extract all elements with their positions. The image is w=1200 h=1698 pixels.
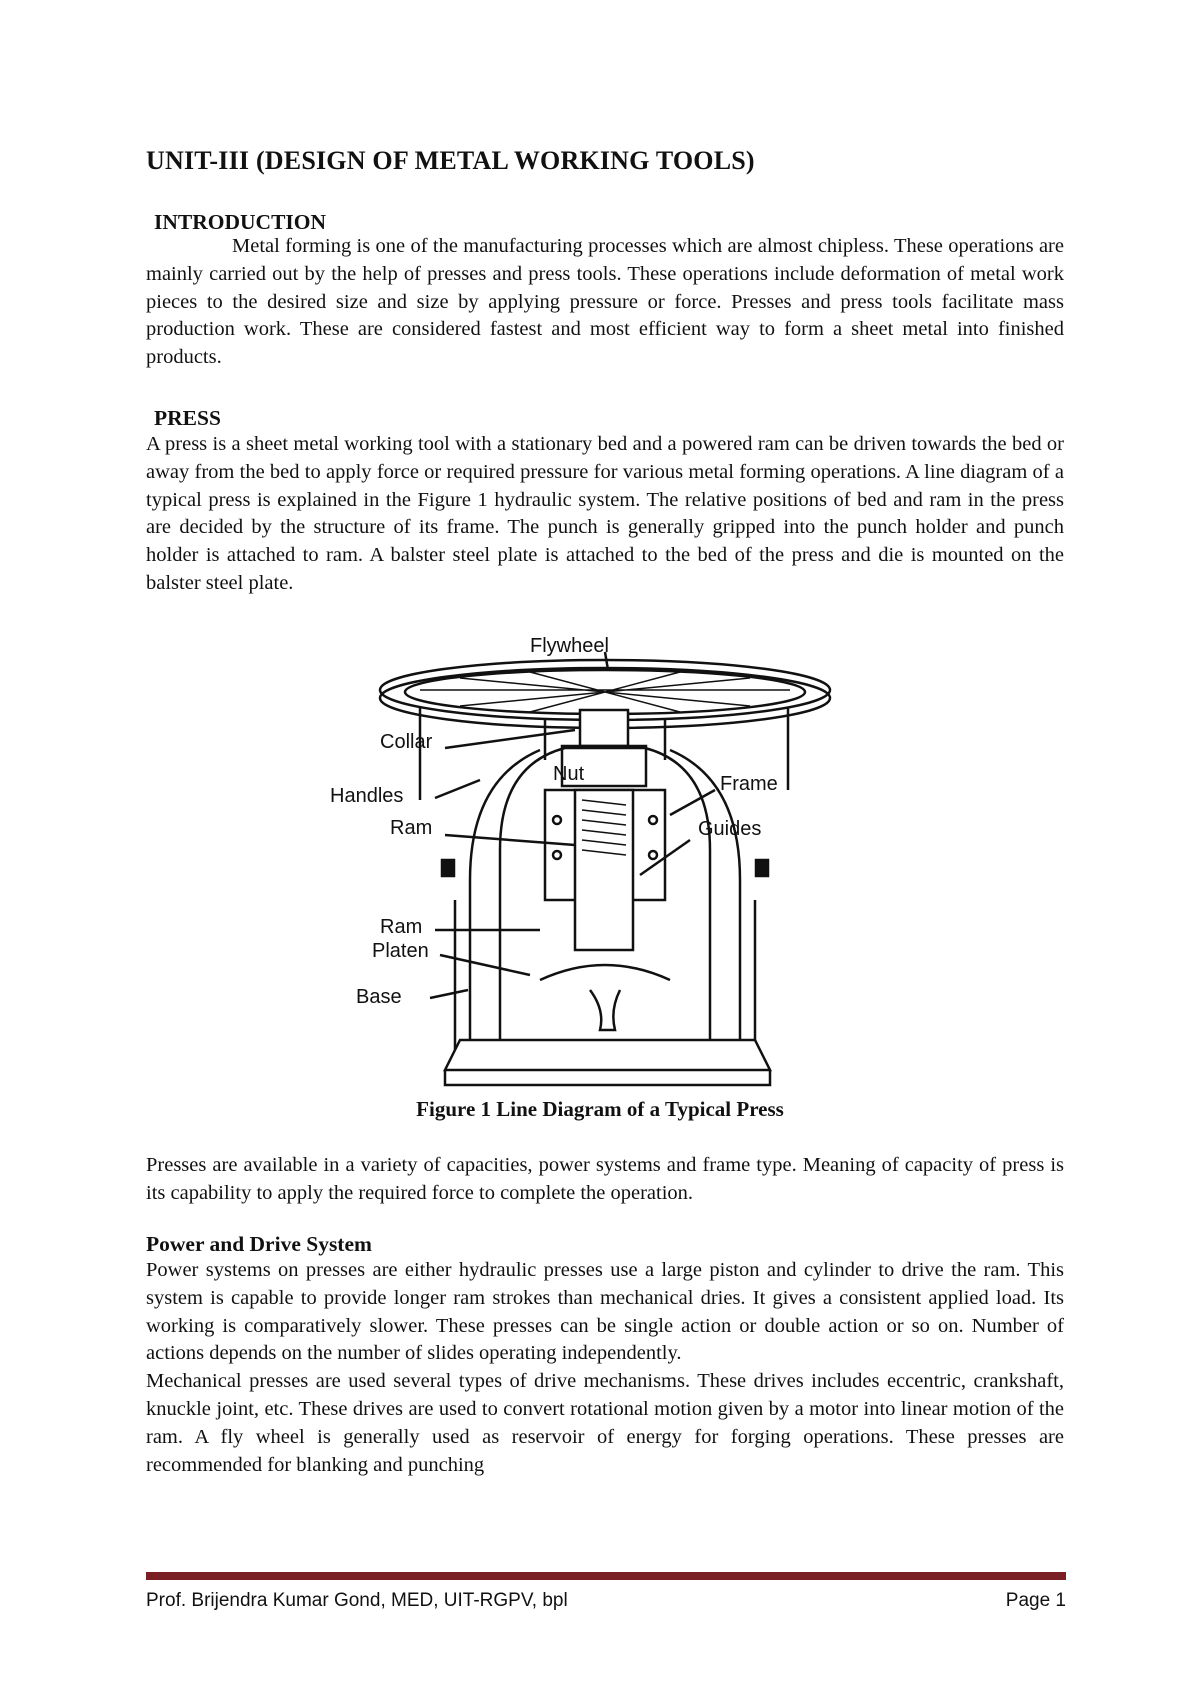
label-ram-platen-platen: Platen — [372, 940, 429, 962]
capacity-section — [146, 1152, 1064, 1208]
power-drive-heading: Power and Drive System — [146, 1232, 372, 1256]
label-frame: Frame — [720, 773, 778, 795]
figure-caption: Figure 1 Line Diagram of a Typical Press — [416, 1097, 784, 1121]
ram-leader — [445, 835, 575, 845]
label-nut: Nut — [553, 763, 585, 785]
footer-author: Prof. Brijendra Kumar Gond, MED, UIT-RGPV, bpl — [146, 1590, 568, 1611]
label-ram: Ram — [390, 817, 433, 839]
label-base: Base — [356, 986, 402, 1008]
introduction-heading: INTRODUCTION — [154, 210, 327, 234]
label-guides: Guides — [698, 818, 762, 840]
introduction-section — [146, 210, 1064, 372]
ram-shape — [575, 790, 633, 950]
footer-page-number: Page 1 — [1005, 1590, 1066, 1611]
press-heading: PRESS — [154, 406, 221, 430]
label-handles: Handles — [330, 785, 404, 807]
press-diagram — [330, 630, 870, 1090]
ram-platen-leader-2 — [440, 955, 530, 975]
base-shape — [445, 1040, 770, 1070]
press-section — [146, 406, 1064, 598]
frame-leader — [670, 790, 715, 815]
label-collar: Collar — [380, 731, 433, 753]
collar-shape — [580, 710, 628, 746]
base-leader — [430, 990, 468, 998]
power-paragraph-2: Mechanical presses are used several types of drive mechanisms. These drives includes eccentric, crankshaft, knuckle joint, etc. These drives are used to convert rotational motion given by a motor into linear motion of the ram. A fly wheel is generally used as reservoir of energy for forging operations. These presses are recommended for blanking and punching — [146, 1370, 1064, 1476]
handles-leader — [435, 780, 480, 798]
footer-rule — [146, 1572, 1066, 1580]
capacity-paragraph: Presses are available in a variety of capacities, power systems and frame type. Meaning of capacity of press is its capability to apply the required force to complete the operation. — [146, 1154, 1064, 1204]
label-ram-platen-ram: Ram — [380, 916, 423, 938]
press-paragraph: A press is a sheet metal working tool with a stationary bed and a powered ram can be driven towards the bed or away from the bed to apply force or required pressure for various metal forming operations. A line diagram of a typical press is explained in the Figure 1 hydraulic system. The relative positions of bed and ram in the press are decided by the structure of its frame. The punch is generally gripped into the punch holder and punch holder is attached to ram. A balster steel plate is attached to the bed of the press and die is mounted on the balster steel plate. — [146, 433, 1064, 594]
page-title: UNIT-III (DESIGN OF METAL WORKING TOOLS) — [146, 146, 755, 175]
label-flywheel: Flywheel — [530, 635, 609, 657]
collar-leader — [445, 730, 575, 748]
introduction-paragraph: Metal forming is one of the manufacturing processes which are almost chipless. These operations are mainly carried out by the help of presses and press tools. These operations include deformation of metal work pieces to the desired size and size by applying pressure or force. Presses and press tools facilitate mass production work. These are considered fastest and most efficient way to form a sheet metal into finished products. — [146, 235, 1064, 369]
power-paragraph-1: Power systems on presses are either hydraulic presses use a large piston and cylinder to drive the ram. This system is capable to provide longer ram strokes than mechanical dries. It gives a consistent applied load. Its working is comparatively slower. These presses can be single action or double action or so on. Number of actions depends on the number of slides operating independently. — [146, 1259, 1064, 1365]
power-drive-section — [146, 1232, 1064, 1479]
